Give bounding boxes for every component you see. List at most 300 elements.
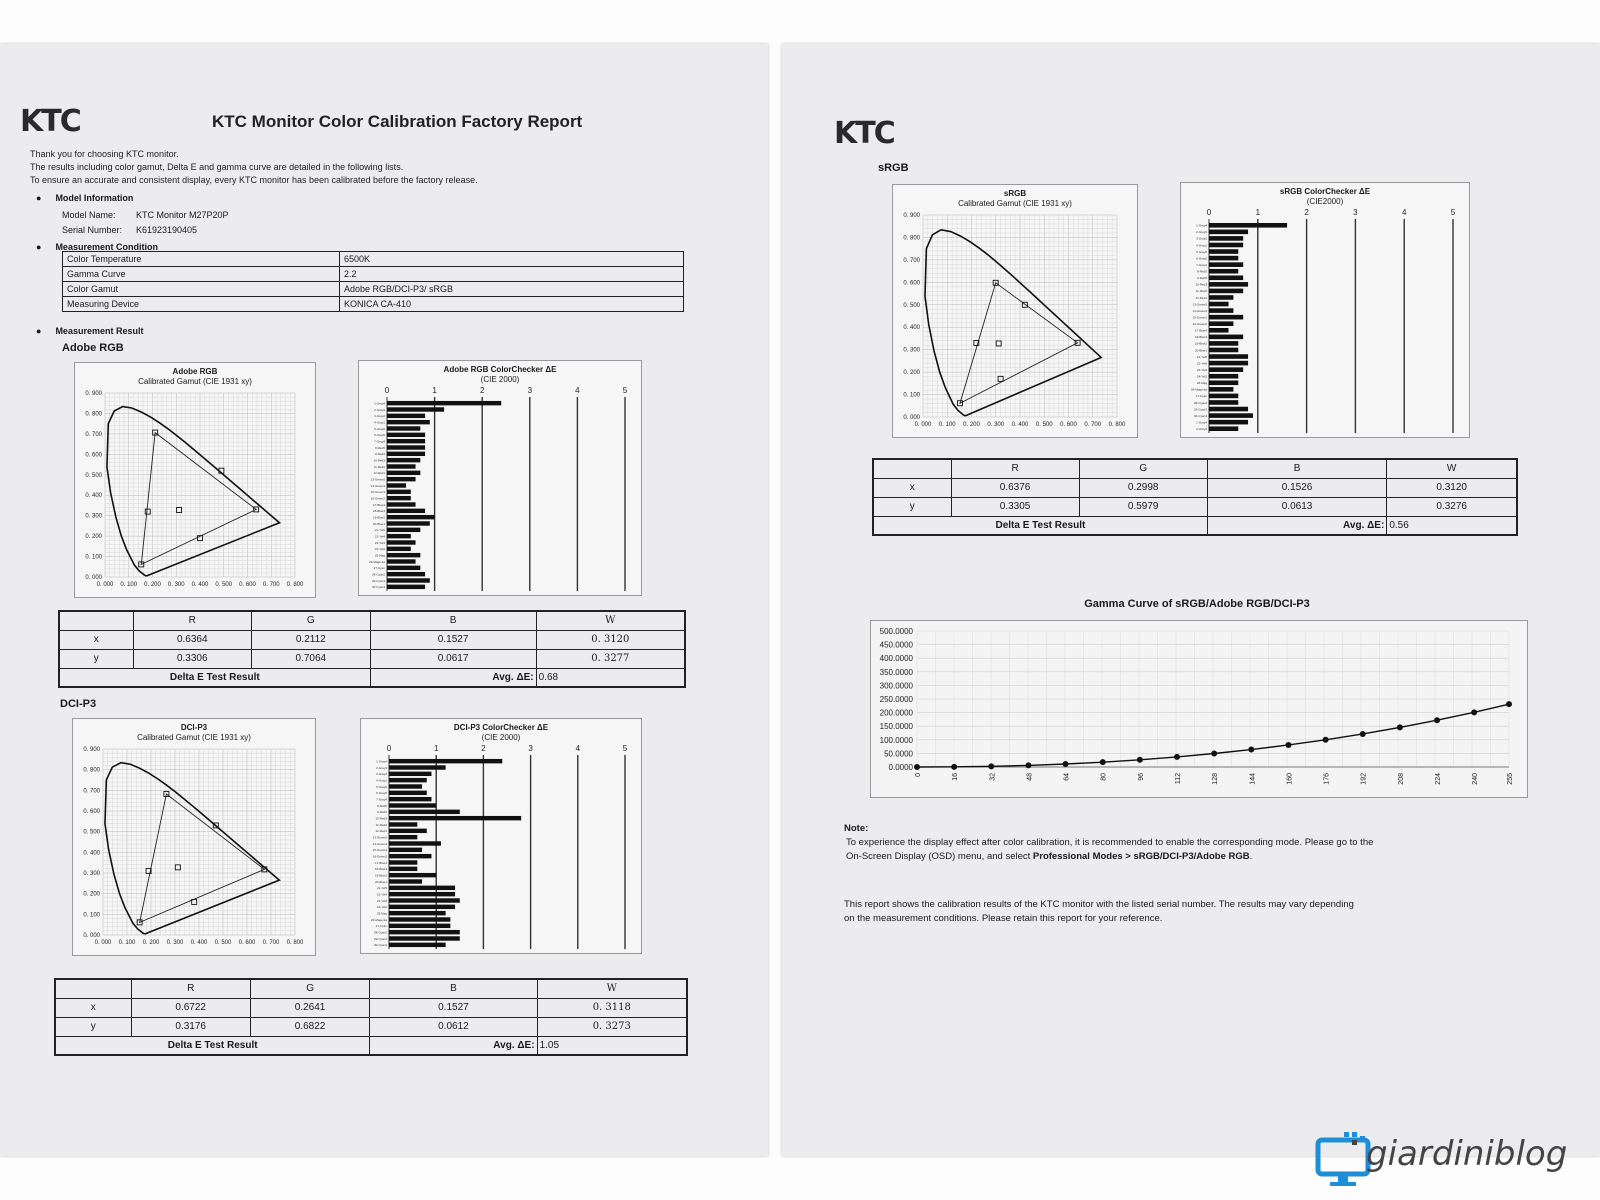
avg-value: 1.05 xyxy=(537,1036,687,1055)
gamut-plot xyxy=(75,387,315,597)
patch-label: 4-Gray1 xyxy=(1196,243,1207,248)
delta-e-bar xyxy=(389,860,417,864)
header-w: W xyxy=(537,979,687,998)
note-line: To experience the display effect after color calibration, it is recommended to enable the corresponding mode. Please go to the xyxy=(846,837,1374,848)
tick-label: 2 xyxy=(481,744,486,753)
patch-label: 11-Red2 xyxy=(373,464,385,469)
patch-label: 21-Yel5 xyxy=(376,886,387,891)
x-tick-label: 64 xyxy=(1063,773,1071,781)
delta-e-bar xyxy=(389,759,502,763)
delta-e-bar xyxy=(389,797,431,801)
tick-label: 4 xyxy=(575,386,580,395)
patch-label: 23-Yel3 xyxy=(376,898,387,903)
y-tick-label: 0. 900 xyxy=(83,747,100,753)
patch-label: 28-Cyan2 xyxy=(1193,400,1207,405)
intro-line: Thank you for choosing KTC monitor. xyxy=(30,149,179,159)
y-tick-label: 0. 200 xyxy=(903,370,920,377)
row-label-y: y xyxy=(873,497,951,516)
delta-e-bar xyxy=(1209,230,1248,235)
cell: 0. 3120 xyxy=(536,630,685,649)
gamma-point xyxy=(1025,762,1031,768)
delta-e-bar xyxy=(387,553,420,557)
row-label-y: y xyxy=(59,649,133,668)
delta-e-bar xyxy=(1209,394,1238,399)
delta-e-bar xyxy=(387,439,425,443)
delta-e-bar xyxy=(1209,420,1248,425)
gamut-chart-title: Adobe RGB xyxy=(172,367,218,376)
gamma-point xyxy=(951,764,957,770)
model-name-label: Model Name: xyxy=(62,210,116,220)
note-line xyxy=(846,850,1546,864)
cell: 0.6822 xyxy=(250,1017,369,1036)
patch-label: 30-Cyan4 xyxy=(371,585,385,590)
x-tick-label: 0. 400 xyxy=(1011,422,1029,428)
patch-label: 23-Yel3 xyxy=(374,540,385,545)
x-tick-label: 255 xyxy=(1507,773,1514,785)
delta-e-bar xyxy=(389,803,436,807)
delta-e-bar xyxy=(387,509,425,513)
delta-e-bar xyxy=(389,791,427,795)
delta-e-bar xyxy=(1209,374,1238,379)
delta-e-bar xyxy=(387,547,411,551)
cell: 0.3276 xyxy=(1387,497,1517,516)
gamma-point xyxy=(1100,759,1106,765)
patch-label: 29-Cyan3 xyxy=(373,936,387,941)
x-tick-label: 48 xyxy=(1026,773,1034,781)
y-tick-label: 0. 600 xyxy=(83,809,100,815)
report-page-left xyxy=(0,44,768,1156)
cell: 0.2112 xyxy=(252,630,371,649)
avg-value: 0.68 xyxy=(536,668,685,687)
x-tick-label: 240 xyxy=(1472,773,1480,785)
patch-label: 25-Mag xyxy=(376,911,387,916)
delta-e-bar xyxy=(389,784,422,788)
note-heading: Note: xyxy=(844,823,869,834)
x-tick-label: 0. 500 xyxy=(214,940,232,946)
y-tick-label: 0. 300 xyxy=(903,347,920,354)
patch-label: 16-Green2 xyxy=(370,496,385,501)
delta-e-bar xyxy=(1209,367,1243,372)
delta-e-bar xyxy=(389,816,521,820)
delta-e-bar xyxy=(1209,269,1238,274)
patch-label: 26-Magenta xyxy=(1190,387,1207,392)
x-tick-label: 208 xyxy=(1397,773,1405,785)
header-b: B xyxy=(370,979,537,998)
cell: 0.7064 xyxy=(252,649,371,668)
tick-label: 1 xyxy=(1255,208,1261,217)
delta-e-plot xyxy=(359,383,641,595)
y-tick-label: 0. 300 xyxy=(85,513,102,520)
patch-label: 16-Green2 xyxy=(372,854,387,859)
gamma-chart xyxy=(870,620,1528,798)
patch-label: 6-Gray5 xyxy=(376,791,387,796)
avg-label: Avg. ΔE: xyxy=(370,1036,537,1055)
delta-e-bar xyxy=(389,911,446,915)
delta-e-bar xyxy=(1209,282,1248,287)
delta-e-bar xyxy=(1209,328,1229,333)
patch-label: 9-Red4 xyxy=(377,810,387,815)
cell: 0.6364 xyxy=(133,630,252,649)
delta-e-bar xyxy=(1209,341,1238,346)
gamut-chart-subtitle: Calibrated Gamut (CIE 1931 xy) xyxy=(958,199,1072,208)
y-tick-label: 0. 000 xyxy=(903,415,920,421)
x-tick-label: 0 xyxy=(915,773,922,777)
gamma-point xyxy=(1397,724,1403,730)
patch-label: 15-Green3 xyxy=(372,848,387,853)
patch-label: 19-Blue2 xyxy=(372,515,385,520)
delta-e-bar xyxy=(1209,354,1248,359)
tick-label: 2 xyxy=(1304,208,1309,217)
delta-e-bar xyxy=(387,578,430,582)
avg-value: 0.56 xyxy=(1387,516,1517,535)
delta-e-bar xyxy=(389,867,417,871)
y-tick-label: 0. 100 xyxy=(83,912,100,919)
delta-e-bar xyxy=(1209,295,1233,300)
condition-label: Color Temperature xyxy=(63,252,340,267)
delta-e-bar xyxy=(387,414,425,418)
delta-e-bar xyxy=(389,924,450,928)
delta-e-bar xyxy=(387,483,406,487)
y-tick-label: 0. 700 xyxy=(83,788,100,795)
gamma-point xyxy=(1248,747,1254,753)
cell: 0.0617 xyxy=(370,649,536,668)
delta-e-bar xyxy=(389,879,422,883)
tick-label: 1 xyxy=(433,744,439,753)
header-g: G xyxy=(252,611,371,630)
delta-e-bar xyxy=(1209,243,1243,248)
patch-label: 2-Gray3 xyxy=(374,407,385,412)
tick-label: 1 xyxy=(432,386,437,395)
dci-gamut-chart xyxy=(72,718,316,956)
patch-label: 22-Yel4 xyxy=(374,534,385,539)
patch-label: 26-Magenta xyxy=(370,917,387,922)
patch-label: 29-Cyan3 xyxy=(1193,407,1207,412)
delta-e-bar xyxy=(387,490,411,494)
adobe-result-table xyxy=(58,610,686,688)
patch-label: 23-Yel3 xyxy=(1196,367,1207,372)
patch-label: 22-Yel4 xyxy=(376,892,387,897)
x-tick-label: 96 xyxy=(1137,773,1145,781)
delta-e-bar xyxy=(387,477,416,481)
gamut-triangle xyxy=(141,433,256,565)
x-tick-label: 0. 800 xyxy=(1108,422,1126,428)
y-tick-label: 0. 300 xyxy=(83,871,100,877)
cell: 0.3305 xyxy=(951,497,1079,516)
header-g: G xyxy=(1079,459,1207,478)
x-tick-label: 0. 300 xyxy=(987,422,1005,428)
note-body xyxy=(846,836,1546,864)
patch-label: 21-Yel5 xyxy=(374,528,385,533)
patch-label: 6-Gray5 xyxy=(1196,256,1207,261)
adobe-gamut-chart xyxy=(74,362,316,598)
header-r: R xyxy=(133,611,252,630)
footer-line: on the measurement conditions. Please retain this report for your reference. xyxy=(844,913,1163,924)
gamma-point xyxy=(914,764,920,770)
x-tick-label: 0. 100 xyxy=(118,940,136,946)
patch-label: 12-Red1 xyxy=(373,471,385,476)
x-tick-label: 0. 200 xyxy=(142,940,160,946)
y-tick-label: 200.0000 xyxy=(879,708,913,718)
patch-label: 22-Yel4 xyxy=(1196,361,1207,366)
delta-e-bar xyxy=(387,452,425,456)
delta-e-bar xyxy=(1209,407,1248,412)
patch-label: 2-Gray3 xyxy=(1196,427,1207,432)
x-tick-label: 0. 700 xyxy=(262,940,280,946)
delta-e-bar xyxy=(387,572,425,576)
y-tick-label: 0. 000 xyxy=(83,933,100,939)
dci-section-title: DCI-P3 xyxy=(60,698,97,710)
srgb-result-table xyxy=(872,458,1518,536)
y-tick-label: 250.0000 xyxy=(879,695,913,704)
tick-label: 0 xyxy=(1206,208,1212,217)
patch-label: 10-Red3 xyxy=(375,816,387,821)
patch-label: 8-Red5 xyxy=(377,803,387,808)
delta-e-bar xyxy=(387,540,416,544)
delta-e-bar xyxy=(1209,289,1243,294)
delta-e-bar xyxy=(389,873,436,877)
header-w: W xyxy=(1387,459,1517,478)
y-tick-label: 0. 900 xyxy=(85,391,102,397)
header-g: G xyxy=(250,979,369,998)
y-tick-label: 0. 400 xyxy=(85,493,102,500)
gamma-plot xyxy=(871,621,1527,797)
model-name-value: KTC Monitor M27P20P xyxy=(136,210,229,220)
tick-label: 5 xyxy=(622,744,628,753)
x-tick-label: 0. 300 xyxy=(167,582,185,588)
cell: 0. 3277 xyxy=(536,649,685,668)
delta-e-chart-subtitle: (CIE2000) xyxy=(1306,197,1344,206)
condition-label: Measuring Device xyxy=(63,297,340,312)
delta-e-bar xyxy=(1209,302,1229,307)
patch-label: 5-Gray6 xyxy=(376,784,387,789)
delta-e-bar xyxy=(389,835,417,839)
delta-e-chart-subtitle: (CIE 2000) xyxy=(480,375,520,384)
gamma-point xyxy=(1285,742,1291,748)
patch-label: 19-Blue2 xyxy=(1194,341,1207,346)
condition-label: Gamma Curve xyxy=(63,267,340,282)
gamma-chart-title: Gamma Curve of sRGB/Adobe RGB/DCI-P3 xyxy=(1084,598,1310,610)
srgb-section-title: sRGB xyxy=(878,162,909,174)
delta-e-bar xyxy=(387,401,501,405)
x-tick-label: 0. 800 xyxy=(286,582,304,588)
patch-label: 19-Blue2 xyxy=(374,873,387,878)
delta-e-bar xyxy=(1209,275,1243,280)
x-tick-label: 0. 200 xyxy=(963,422,980,428)
delta-e-bar xyxy=(389,810,460,814)
cell: 0.3306 xyxy=(133,649,252,668)
gamut-plot xyxy=(893,209,1137,437)
patch-label: 7-Gray4 xyxy=(374,439,385,444)
header-b: B xyxy=(370,611,536,630)
avg-label: Avg. ΔE: xyxy=(370,668,536,687)
patch-label: 1-Gray4 xyxy=(1196,420,1207,425)
delta-e-bar xyxy=(389,848,422,852)
patch-label: 8-Red5 xyxy=(375,445,385,450)
condition-value: 6500K xyxy=(340,252,684,267)
cell: 0.2641 xyxy=(250,998,369,1017)
gamma-point xyxy=(1506,701,1512,707)
x-tick-label: 0. 300 xyxy=(166,940,184,946)
delta-e-bar xyxy=(387,445,425,449)
y-tick-label: 0. 700 xyxy=(903,257,920,264)
condition-value: Adobe RGB/DCI-P3/ sRGB xyxy=(340,282,684,297)
header-b: B xyxy=(1207,459,1387,478)
patch-label: 7-Gray4 xyxy=(1196,262,1207,267)
delta-e-bar xyxy=(387,585,425,589)
gamma-point xyxy=(1323,737,1329,743)
x-tick-label: 0. 600 xyxy=(1060,422,1077,428)
x-tick-label: 0. 400 xyxy=(191,582,209,588)
x-tick-label: 112 xyxy=(1175,773,1183,785)
tick-label: 3 xyxy=(1353,208,1358,217)
condition-label: Color Gamut xyxy=(63,282,340,297)
delta-e-bar xyxy=(389,829,427,833)
delta-e-bar xyxy=(387,534,411,538)
patch-label: 14-Green4 xyxy=(1192,308,1207,313)
patch-label: 25-Mag xyxy=(1196,381,1207,386)
y-tick-label: 0. 800 xyxy=(83,767,100,774)
row-label-x: x xyxy=(55,998,131,1017)
delta-e-bar xyxy=(1209,249,1238,254)
delta-e-bar xyxy=(1209,308,1233,313)
delta-e-bar xyxy=(389,943,446,947)
patch-label: 24-Yel2 xyxy=(1196,374,1207,379)
delta-e-bar xyxy=(389,841,441,845)
gamma-point xyxy=(988,763,994,769)
x-tick-label: 0. 700 xyxy=(1084,422,1102,428)
srgb-delta-e-chart xyxy=(1180,182,1470,438)
gamut-chart-subtitle: Calibrated Gamut (CIE 1931 xy) xyxy=(138,377,252,386)
x-tick-label: 0. 500 xyxy=(215,582,233,588)
patch-label: 14-Green4 xyxy=(372,841,387,846)
y-tick-label: 0. 800 xyxy=(903,235,920,242)
cell: 0.1526 xyxy=(1207,478,1387,497)
delta-e-bar xyxy=(1209,321,1233,326)
y-tick-label: 0. 600 xyxy=(903,280,920,287)
delta-e-bar xyxy=(387,502,416,506)
patch-label: 24-Yel2 xyxy=(376,905,387,910)
x-tick-label: 80 xyxy=(1100,773,1108,781)
delta-e-bar xyxy=(1209,361,1248,366)
row-label-x: x xyxy=(873,478,951,497)
delta-e-bar xyxy=(1209,262,1243,267)
x-tick-label: 16 xyxy=(952,773,960,781)
watermark xyxy=(1314,1126,1594,1192)
patch-label: 9-Red4 xyxy=(375,452,385,457)
cell: 0. 3273 xyxy=(537,1017,687,1036)
patch-label: 1-Gray4 xyxy=(374,401,385,406)
patch-label: 13-Green5 xyxy=(1192,302,1207,307)
serial-label: Serial Number: xyxy=(62,225,123,235)
patch-label: 5-Gray6 xyxy=(374,426,385,431)
note-text: . xyxy=(1249,851,1253,862)
gamut-plot xyxy=(73,743,315,955)
patch-label: 17-Blue4 xyxy=(374,860,387,865)
gamut-chart-title: DCI-P3 xyxy=(180,723,208,732)
delta-e-bar xyxy=(387,566,420,570)
header-r: R xyxy=(131,979,250,998)
x-tick-label: 0. 800 xyxy=(286,940,304,946)
patch-label: 1-Gray4 xyxy=(1196,223,1207,228)
cell: 0.1527 xyxy=(370,630,536,649)
x-tick-label: 160 xyxy=(1286,773,1294,785)
patch-label: 18-Blue3 xyxy=(1194,335,1207,340)
patch-label: 10-Red3 xyxy=(1195,282,1207,287)
patch-label: 13-Green5 xyxy=(370,477,385,482)
watermark-text: giardiniblog xyxy=(1366,1134,1568,1174)
x-tick-label: 0. 100 xyxy=(120,582,138,588)
dci-result-table xyxy=(54,978,688,1056)
patch-label: 3-Gray2 xyxy=(374,414,385,419)
y-tick-label: 0. 500 xyxy=(903,302,920,309)
avg-label: Avg. ΔE: xyxy=(1207,516,1387,535)
adobe-section-title: Adobe RGB xyxy=(62,342,124,354)
delta-e-bar xyxy=(389,822,417,826)
x-tick-label: 0. 600 xyxy=(238,940,256,946)
cell: 0.3120 xyxy=(1387,478,1517,497)
y-tick-label: 0. 900 xyxy=(903,213,920,219)
gamma-point xyxy=(1360,731,1366,737)
x-tick-label: 224 xyxy=(1435,773,1443,785)
dci-delta-e-chart xyxy=(360,718,642,954)
delta-e-bar xyxy=(389,892,455,896)
gamut-chart-title: sRGB xyxy=(1003,189,1027,198)
y-tick-label: 0. 400 xyxy=(83,850,100,857)
tick-label: 0 xyxy=(386,744,392,753)
cell: 0.1527 xyxy=(370,998,537,1017)
note-menu-path: Professional Modes > sRGB/DCI-P3/Adobe RGB xyxy=(1032,851,1250,862)
x-tick-label: 0. 700 xyxy=(262,582,280,588)
delta-e-bar xyxy=(387,407,444,411)
y-tick-label: 0. 200 xyxy=(85,534,102,541)
x-tick-label: 192 xyxy=(1360,773,1368,785)
patch-label: 20-Blue1 xyxy=(1194,348,1207,353)
patch-label: 16-Green2 xyxy=(1192,322,1207,327)
x-tick-label: 0. 000 xyxy=(914,422,932,428)
tick-label: 4 xyxy=(575,744,581,753)
adobe-delta-e-chart xyxy=(358,360,642,596)
y-tick-label: 50.0000 xyxy=(884,749,913,759)
patch-label: 8-Red5 xyxy=(1197,269,1207,274)
report-title: KTC Monitor Color Calibration Factory Report xyxy=(212,112,583,131)
gamut-chart-subtitle: Calibrated Gamut (CIE 1931 xy) xyxy=(137,733,251,742)
condition-table xyxy=(62,251,684,312)
patch-label: 17-Blue4 xyxy=(1194,328,1207,333)
patch-label: 2-Gray3 xyxy=(1196,230,1207,235)
delta-e-bar xyxy=(1209,400,1238,405)
delta-e-bar xyxy=(387,458,420,462)
patch-label: 10-Red3 xyxy=(373,458,385,463)
x-tick-label: 144 xyxy=(1249,773,1257,785)
patch-label: 3-Gray2 xyxy=(376,772,387,777)
patch-label: 11-Red2 xyxy=(1195,289,1207,294)
patch-label: 17-Blue4 xyxy=(372,502,385,507)
patch-label: 15-Green3 xyxy=(370,490,385,495)
patch-label: 27-Cyan xyxy=(375,924,387,929)
y-tick-label: 0. 100 xyxy=(85,554,102,561)
patch-label: 29-Cyan3 xyxy=(371,578,385,583)
patch-label: 14-Green4 xyxy=(370,483,385,488)
patch-label: 27-Cyan xyxy=(373,566,385,571)
footer-line: This report shows the calibration results of the KTC monitor with the listed serial number. The results may vary depending xyxy=(844,899,1354,910)
y-tick-label: 0. 000 xyxy=(85,575,102,581)
patch-label: 20-Blue1 xyxy=(374,879,387,884)
delta-e-bar xyxy=(387,521,430,525)
delta-e-bar xyxy=(387,433,425,437)
patch-label: 18-Blue3 xyxy=(374,867,387,872)
delta-e-bar xyxy=(389,936,460,940)
tick-label: 3 xyxy=(528,744,533,753)
